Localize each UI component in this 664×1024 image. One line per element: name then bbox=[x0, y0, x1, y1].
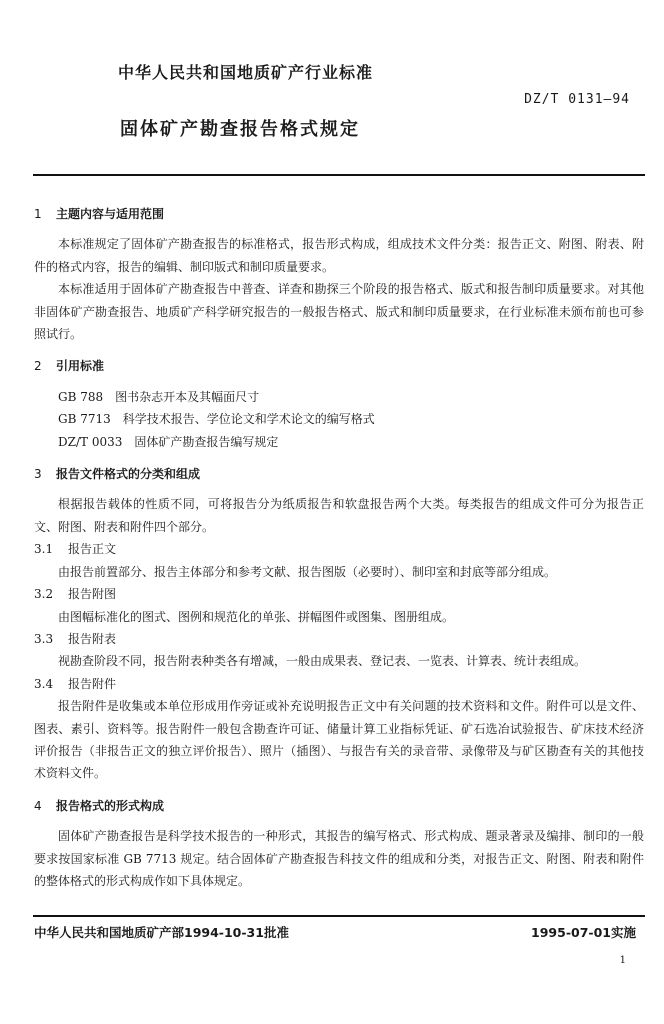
document-body bbox=[34, 203, 644, 892]
section-3-paragraph: 根据报告载体的性质不同，可将报告分为纸质报告和软盘报告两个大类。每类报告的组成文件可分为报告正文、附图、附表和附件四个部分。 bbox=[34, 497, 644, 534]
subsection-3-4-text: 报告附件是收集或本单位形成用作旁证或补充说明报告正文中有关问题的技术资料和文件。附件可以是文件、图表、素引、资料等。报告附件一般包含勘查许可证、储量计算工业指标凭证、矿石选冶试验报告、矿床技术经济评价报告（非报告正文的独立评价报告）、照片（插图）、与报告有关的录音带、录像带及与矿区勘查有关的其他技术资料文件。 bbox=[34, 699, 644, 781]
approval-line: 中华人民共和国地质矿产部1994-10-31批准 bbox=[34, 925, 289, 940]
section-number: 3 bbox=[34, 467, 42, 482]
standard-code: DZ/T 0131—94 bbox=[524, 92, 630, 107]
document-title: 固体矿产勘查报告格式规定 bbox=[120, 119, 360, 140]
section-number: 1 bbox=[34, 207, 42, 221]
subsection-number: 3.1 bbox=[34, 542, 54, 557]
section-title: 引用标准 bbox=[56, 359, 105, 374]
subsection-3-3-text: 视勘查阶段不同，报告附表种类各有增减，一般由成果表、登记表、一览表、计算表、统计表组成。 bbox=[58, 654, 587, 669]
section-title: 报告格式的形式构成 bbox=[56, 798, 165, 813]
subsection-number: 3.2 bbox=[34, 587, 54, 602]
section-title: 主题内容与适用范围 bbox=[56, 207, 165, 221]
section-1-paragraph-2: 本标准适用于固体矿产勘查报告中普查、详查和勘探三个阶段的报告格式、版式和报告制印质量要求。对其他非固体矿产勘查报告、地质矿产科学研究报告的一般报告格式、版式和制印质量要求，在行业标准未颁布前也可参照试行。 bbox=[34, 282, 644, 342]
subsection-3-1-heading bbox=[34, 538, 644, 560]
section-4-paragraph: 固体矿产勘查报告是科学技术报告的一种形式，其报告的编写格式、形式构成、题录著录及编排、制印的一般要求按国家标准 GB 7713 规定。结合固体矿产勘查报告科技文件的组成和分类，对报告正文、附图、附表和附件的整体格式的形式构成作如下具体规定。 bbox=[34, 829, 644, 888]
reference-item: DZ/T 0033 固体矿产勘查报告编写规定 bbox=[58, 434, 279, 449]
subsection-title: 报告附表 bbox=[68, 631, 117, 646]
subsection-title: 报告附件 bbox=[68, 676, 117, 691]
reference-item: GB 788 图书杂志开本及其幅面尺寸 bbox=[58, 389, 260, 404]
reference-item: GB 7713 科学技术报告、学位论文和学术论文的编写格式 bbox=[58, 412, 375, 427]
standard-title: 中华人民共和国地质矿产行业标准 bbox=[118, 63, 374, 82]
subsection-3-2-heading bbox=[34, 583, 644, 605]
header-divider bbox=[33, 174, 645, 176]
section-3-heading bbox=[34, 463, 644, 485]
subsection-3-1-text: 由报告前置部分、报告主体部分和参考文献、报告图版（必要时）、制印室和封底等部分组成。 bbox=[58, 564, 557, 579]
section-number: 4 bbox=[34, 798, 42, 813]
section-4-heading bbox=[34, 795, 644, 817]
footer-divider bbox=[33, 915, 645, 917]
section-title: 报告文件格式的分类和组成 bbox=[56, 467, 201, 482]
subsection-number: 3.3 bbox=[34, 631, 54, 646]
effective-date: 1995-07-01实施 bbox=[531, 925, 636, 940]
subsection-title: 报告正文 bbox=[68, 542, 117, 557]
section-1-paragraph-1: 本标准规定了固体矿产勘查报告的标准格式，报告形式构成，组成技术文件分类：报告正文、附图、附表、附件的格式内容，报告的编辑、制印版式和制印质量要求。 bbox=[34, 237, 644, 274]
section-2-heading bbox=[34, 355, 644, 377]
section-1-heading bbox=[34, 203, 644, 225]
subsection-3-3-heading bbox=[34, 628, 644, 650]
subsection-3-4-heading bbox=[34, 673, 644, 695]
subsection-3-2-text: 由图幅标准化的图式、图例和规范化的单张、拼幅图件或图集、图册组成。 bbox=[58, 609, 455, 624]
subsection-title: 报告附图 bbox=[68, 587, 117, 602]
section-number: 2 bbox=[34, 359, 42, 374]
subsection-number: 3.4 bbox=[34, 676, 54, 691]
page-number: 1 bbox=[619, 955, 626, 966]
